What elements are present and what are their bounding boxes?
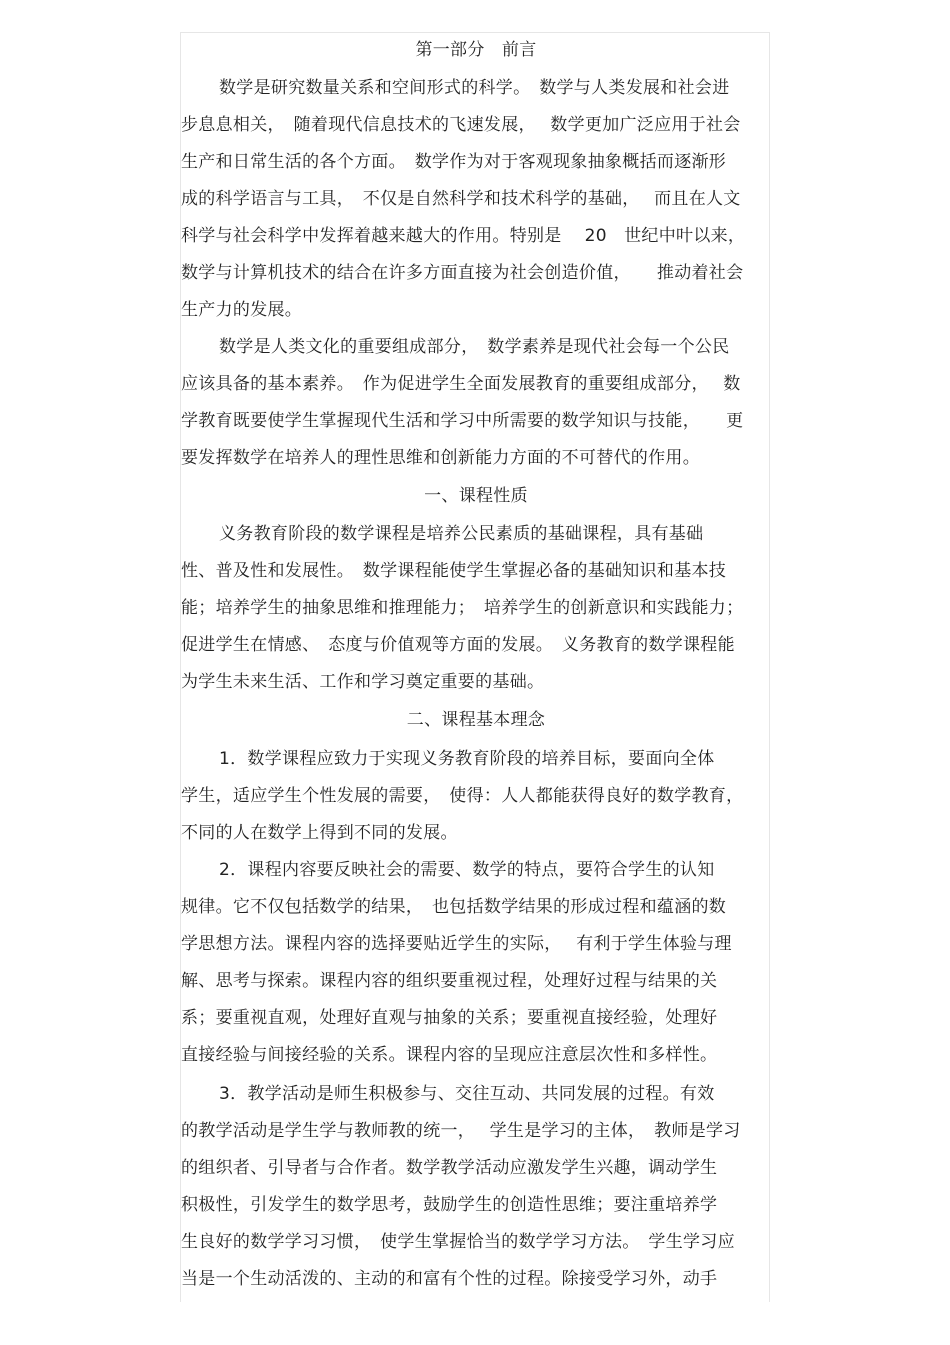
paragraph-line: 成的科学语言与工具， 不仅是自然科学和技术科学的基础， 而且在人文 bbox=[181, 189, 741, 209]
paragraph-line: 要发挥数学在培养人的理性思维和创新能力方面的不可替代的作用。 bbox=[181, 448, 700, 468]
paragraph-line: 规律。它不仅包括数学的结果， 也包括数学结果的形成过程和蕴涵的数 bbox=[181, 897, 727, 917]
paragraph-line: 积极性，引发学生的数学思考，鼓励学生的创造性思维；要注重培养学 bbox=[181, 1195, 718, 1215]
part-title: 第一部分 前言 bbox=[415, 40, 537, 60]
section-heading: 二、课程基本理念 bbox=[406, 710, 546, 730]
paragraph-line: 学思想方法。课程内容的选择要贴近学生的实际， 有利于学生体验与理 bbox=[181, 934, 732, 954]
paragraph-line: 解、思考与探索。课程内容的组织要重视过程，处理好过程与结果的关 bbox=[181, 971, 718, 991]
paragraph-line: 的教学活动是学生学与教师教的统一， 学生是学习的主体， 教师是学习 bbox=[181, 1121, 741, 1141]
paragraph-line: 促进学生在情感、 态度与价值观等方面的发展。 义务教育的数学课程能 bbox=[181, 635, 735, 655]
paragraph-line: 科学与社会科学中发挥着越来越大的作用。特别是 20 世纪中叶以来， bbox=[181, 226, 746, 246]
paragraph-line: 应该具备的基本素养。 作为促进学生全面发展教育的重要组成部分， 数 bbox=[181, 374, 741, 394]
paragraph-line: 生产力的发展。 bbox=[181, 300, 303, 320]
paragraph-line: 数学与计算机技术的结合在许多方面直接为社会创造价值， 推动着社会 bbox=[181, 263, 744, 283]
paragraph-line: 数学是研究数量关系和空间形式的科学。 数学与人类发展和社会进 bbox=[219, 78, 730, 98]
paragraph-line: 不同的人在数学上得到不同的发展。 bbox=[181, 823, 458, 843]
paragraph-line: 为学生未来生活、工作和学习奠定重要的基础。 bbox=[181, 672, 545, 692]
section-heading: 一、课程性质 bbox=[424, 486, 528, 506]
paragraph-line: 的组织者、引导者与合作者。数学教学活动应激发学生兴趣，调动学生 bbox=[181, 1158, 718, 1178]
paragraph-line: 学教育既要使学生掌握现代生活和学习中所需要的数学知识与技能， 更 bbox=[181, 411, 744, 431]
paragraph-line: 步息息相关， 随着现代信息技术的飞速发展， 数学更加广泛应用于社会 bbox=[181, 115, 741, 135]
paragraph-line: 2．课程内容要反映社会的需要、数学的特点，要符合学生的认知 bbox=[219, 860, 715, 880]
paragraph-line: 3．教学活动是师生积极参与、交往互动、共同发展的过程。有效 bbox=[219, 1084, 715, 1104]
paragraph-line: 1．数学课程应致力于实现义务教育阶段的培养目标，要面向全体 bbox=[219, 749, 715, 769]
paragraph-line: 能；培养学生的抽象思维和推理能力； 培养学生的创新意识和实践能力； bbox=[181, 598, 744, 618]
document-page bbox=[180, 32, 770, 1302]
paragraph-line: 当是一个生动活泼的、主动的和富有个性的过程。除接受学习外，动手 bbox=[181, 1269, 718, 1289]
paragraph-line: 系；要重视直观，处理好直观与抽象的关系；要重视直接经验，处理好 bbox=[181, 1008, 718, 1028]
paragraph-line: 数学是人类文化的重要组成部分， 数学素养是现代社会每一个公民 bbox=[219, 337, 730, 357]
paragraph-line: 学生，适应学生个性发展的需要， 使得：人人都能获得良好的数学教育， bbox=[181, 786, 744, 806]
paragraph-line: 生良好的数学学习习惯， 使学生掌握恰当的数学学习方法。 学生学习应 bbox=[181, 1232, 735, 1252]
paragraph-line: 义务教育阶段的数学课程是培养公民素质的基础课程，具有基础 bbox=[219, 524, 704, 544]
paragraph-line: 生产和日常生活的各个方面。 数学作为对于客观现象抽象概括而逐渐形 bbox=[181, 152, 727, 172]
paragraph-line: 性、普及性和发展性。 数学课程能使学生掌握必备的基础知识和基本技 bbox=[181, 561, 727, 581]
paragraph-line: 直接经验与间接经验的关系。课程内容的呈现应注意层次性和多样性。 bbox=[181, 1045, 718, 1065]
